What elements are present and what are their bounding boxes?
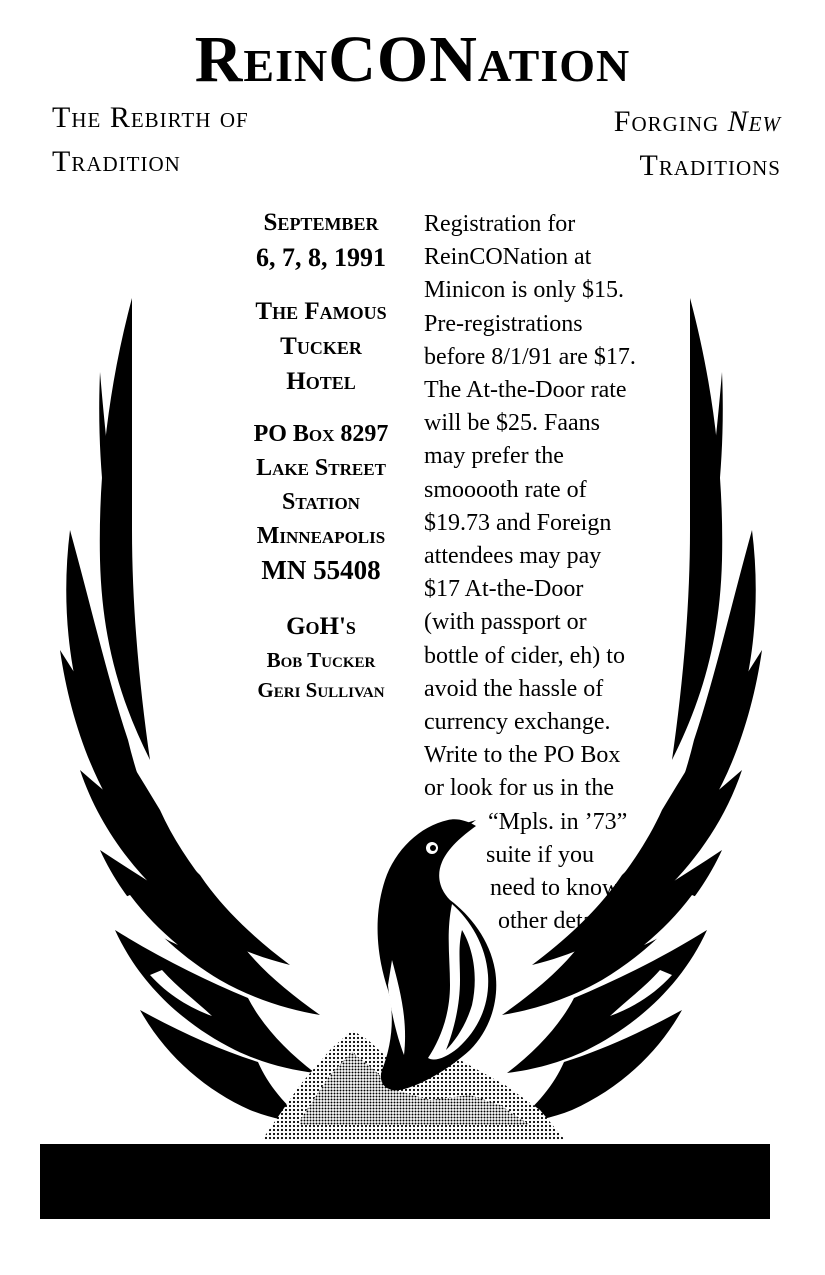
tagline-right-line-2: Traditions — [639, 149, 781, 182]
tagline-left-line-2: Tradition — [52, 145, 181, 178]
event-venue — [228, 294, 414, 399]
goh-name: Bob Tucker — [266, 648, 376, 672]
registration-line: The At-the-Door rate — [424, 377, 627, 404]
address-line: PO Box 8297 — [253, 421, 389, 447]
registration-line: bottle of cider, eh) to — [424, 642, 625, 669]
registration-line: smooooth rate of — [424, 476, 587, 503]
tagline-right-emphasis: New — [727, 105, 781, 138]
registration-line: “Mpls. in ’73” — [488, 808, 628, 835]
registration-line: attendees may pay — [424, 543, 602, 570]
page-title: ReinCONation — [194, 23, 631, 96]
venue-line: The Famous — [255, 298, 387, 325]
footer-bar — [40, 1144, 770, 1219]
tagline-right-prefix: Forging — [613, 105, 720, 138]
registration-line: suite if you — [486, 841, 594, 868]
tagline-left — [52, 96, 249, 184]
tagline-right-line-1 — [614, 100, 781, 144]
registration-line: Minicon is only $15. — [424, 277, 625, 304]
tagline-left-line-1: The Rebirth of — [52, 101, 249, 134]
registration-line: may prefer the — [424, 443, 564, 470]
registration-line: other details. — [498, 908, 622, 935]
registration-line: $17 At-the-Door — [424, 576, 584, 603]
registration-line: need to know — [490, 875, 620, 902]
goh-name: Geri Sullivan — [257, 678, 385, 702]
address-line: Station — [282, 489, 360, 515]
registration-text — [424, 208, 694, 938]
registration-line: or look for us in the — [424, 775, 614, 802]
registration-line: avoid the hassle of — [424, 675, 604, 702]
event-dates: 6, 7, 8, 1991 — [256, 243, 386, 272]
registration-line: (with passport or — [424, 609, 587, 636]
guests-of-honor — [228, 609, 414, 705]
event-address — [228, 417, 414, 587]
tagline-right — [614, 100, 781, 188]
address-line: Lake Street — [256, 455, 386, 481]
venue-line: Hotel — [286, 368, 356, 395]
goh-title: GoH's — [286, 613, 356, 640]
registration-line: before 8/1/91 are $17. — [424, 343, 636, 370]
registration-line: Registration for — [424, 211, 576, 237]
registration-line: ReinCONation at — [424, 244, 592, 271]
address-line: Minneapolis — [256, 523, 386, 549]
venue-line: Tucker — [280, 333, 362, 360]
registration-line: currency exchange. — [424, 709, 611, 736]
registration-line: Write to the PO Box — [424, 742, 621, 769]
event-info — [228, 206, 414, 705]
registration-line: will be $25. Faans — [424, 410, 600, 437]
address-zip: MN 55408 — [261, 555, 381, 585]
registration-line: Pre-registrations — [424, 310, 583, 337]
event-month: September — [263, 209, 379, 236]
registration-line: $19.73 and Foreign — [424, 509, 612, 536]
